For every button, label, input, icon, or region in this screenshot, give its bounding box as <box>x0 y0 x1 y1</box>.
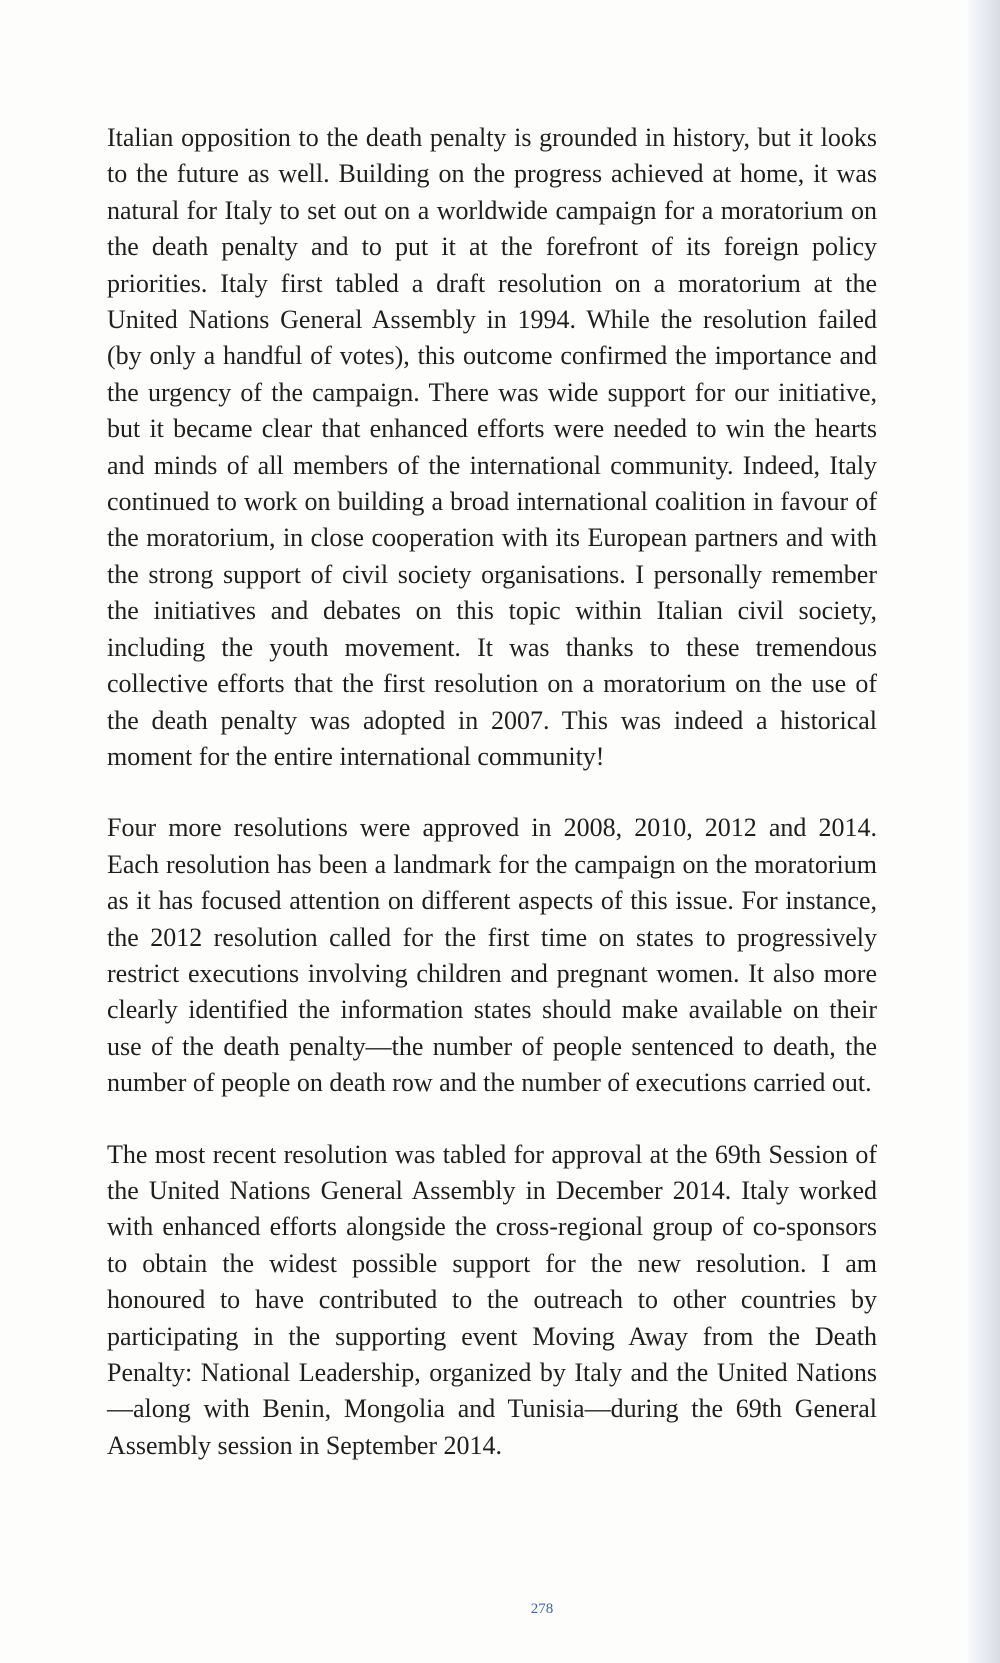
paragraph-2: Four more resolutions were approved in 2008, 2010, 2012 and 2014. Each resolution has been a landmark for the campaign on the moratorium as it has focused attention on different aspects of this issue. For instance, the 2012 resolution called for the first time on states to progressively restrict executions involving children and pregnant women. It also more clearly identified the information states should make available on their use of the death penalty—the number of people sentenced to death, the number of people on death row and the number of executions carried out. <box>107 813 877 1098</box>
body-text <box>107 120 877 1464</box>
paragraph-3: The most recent resolution was tabled for approval at the 69th Session of the United Nations General Assembly in December 2014. Italy worked with enhanced efforts alongside the cross-regional group of co-sponsors to obtain the widest possible support for the new resolution. I am honoured to have contributed to the outreach to other countries by participating in the supporting event Moving Away from the Death Penalty: National Leadership, organized by Italy and the United Nations—along with Benin, Mongolia and Tunisia—during the 69th General Assembly session in September 2014. <box>107 1139 877 1460</box>
page-edge-shadow <box>968 0 1000 1663</box>
page-number: 278 <box>530 1601 554 1617</box>
paragraph-1: Italian opposition to the death penalty is grounded in history, but it looks to the future as well. Building on the progress achieved at home, it was natural for Italy to set out on a worldwide campaign for a moratorium on the death penalty and to put it at the forefront of its foreign policy priorities. Italy first tabled a draft resolution on a moratorium at the United Nations General Assembly in 1994. While the resolution failed (by only a handful of votes), this outcome confirmed the importance and the urgency of the campaign. There was wide support for our initiative, but it became clear that enhanced efforts were needed to win the hearts and minds of all members of the international community. Indeed, Italy continued to work on building a broad international coalition in favour of the moratorium, in close cooperation with its European partners and with the strong support of civil society organisations. I personally remember the initiatives and debates on this topic within Italian civil society, including the youth movement. It was thanks to these tremendous collective efforts that the first resolution on a moratorium on the use of the death penalty was adopted in 2007. This was indeed a historical moment for the entire international community! <box>107 123 877 771</box>
